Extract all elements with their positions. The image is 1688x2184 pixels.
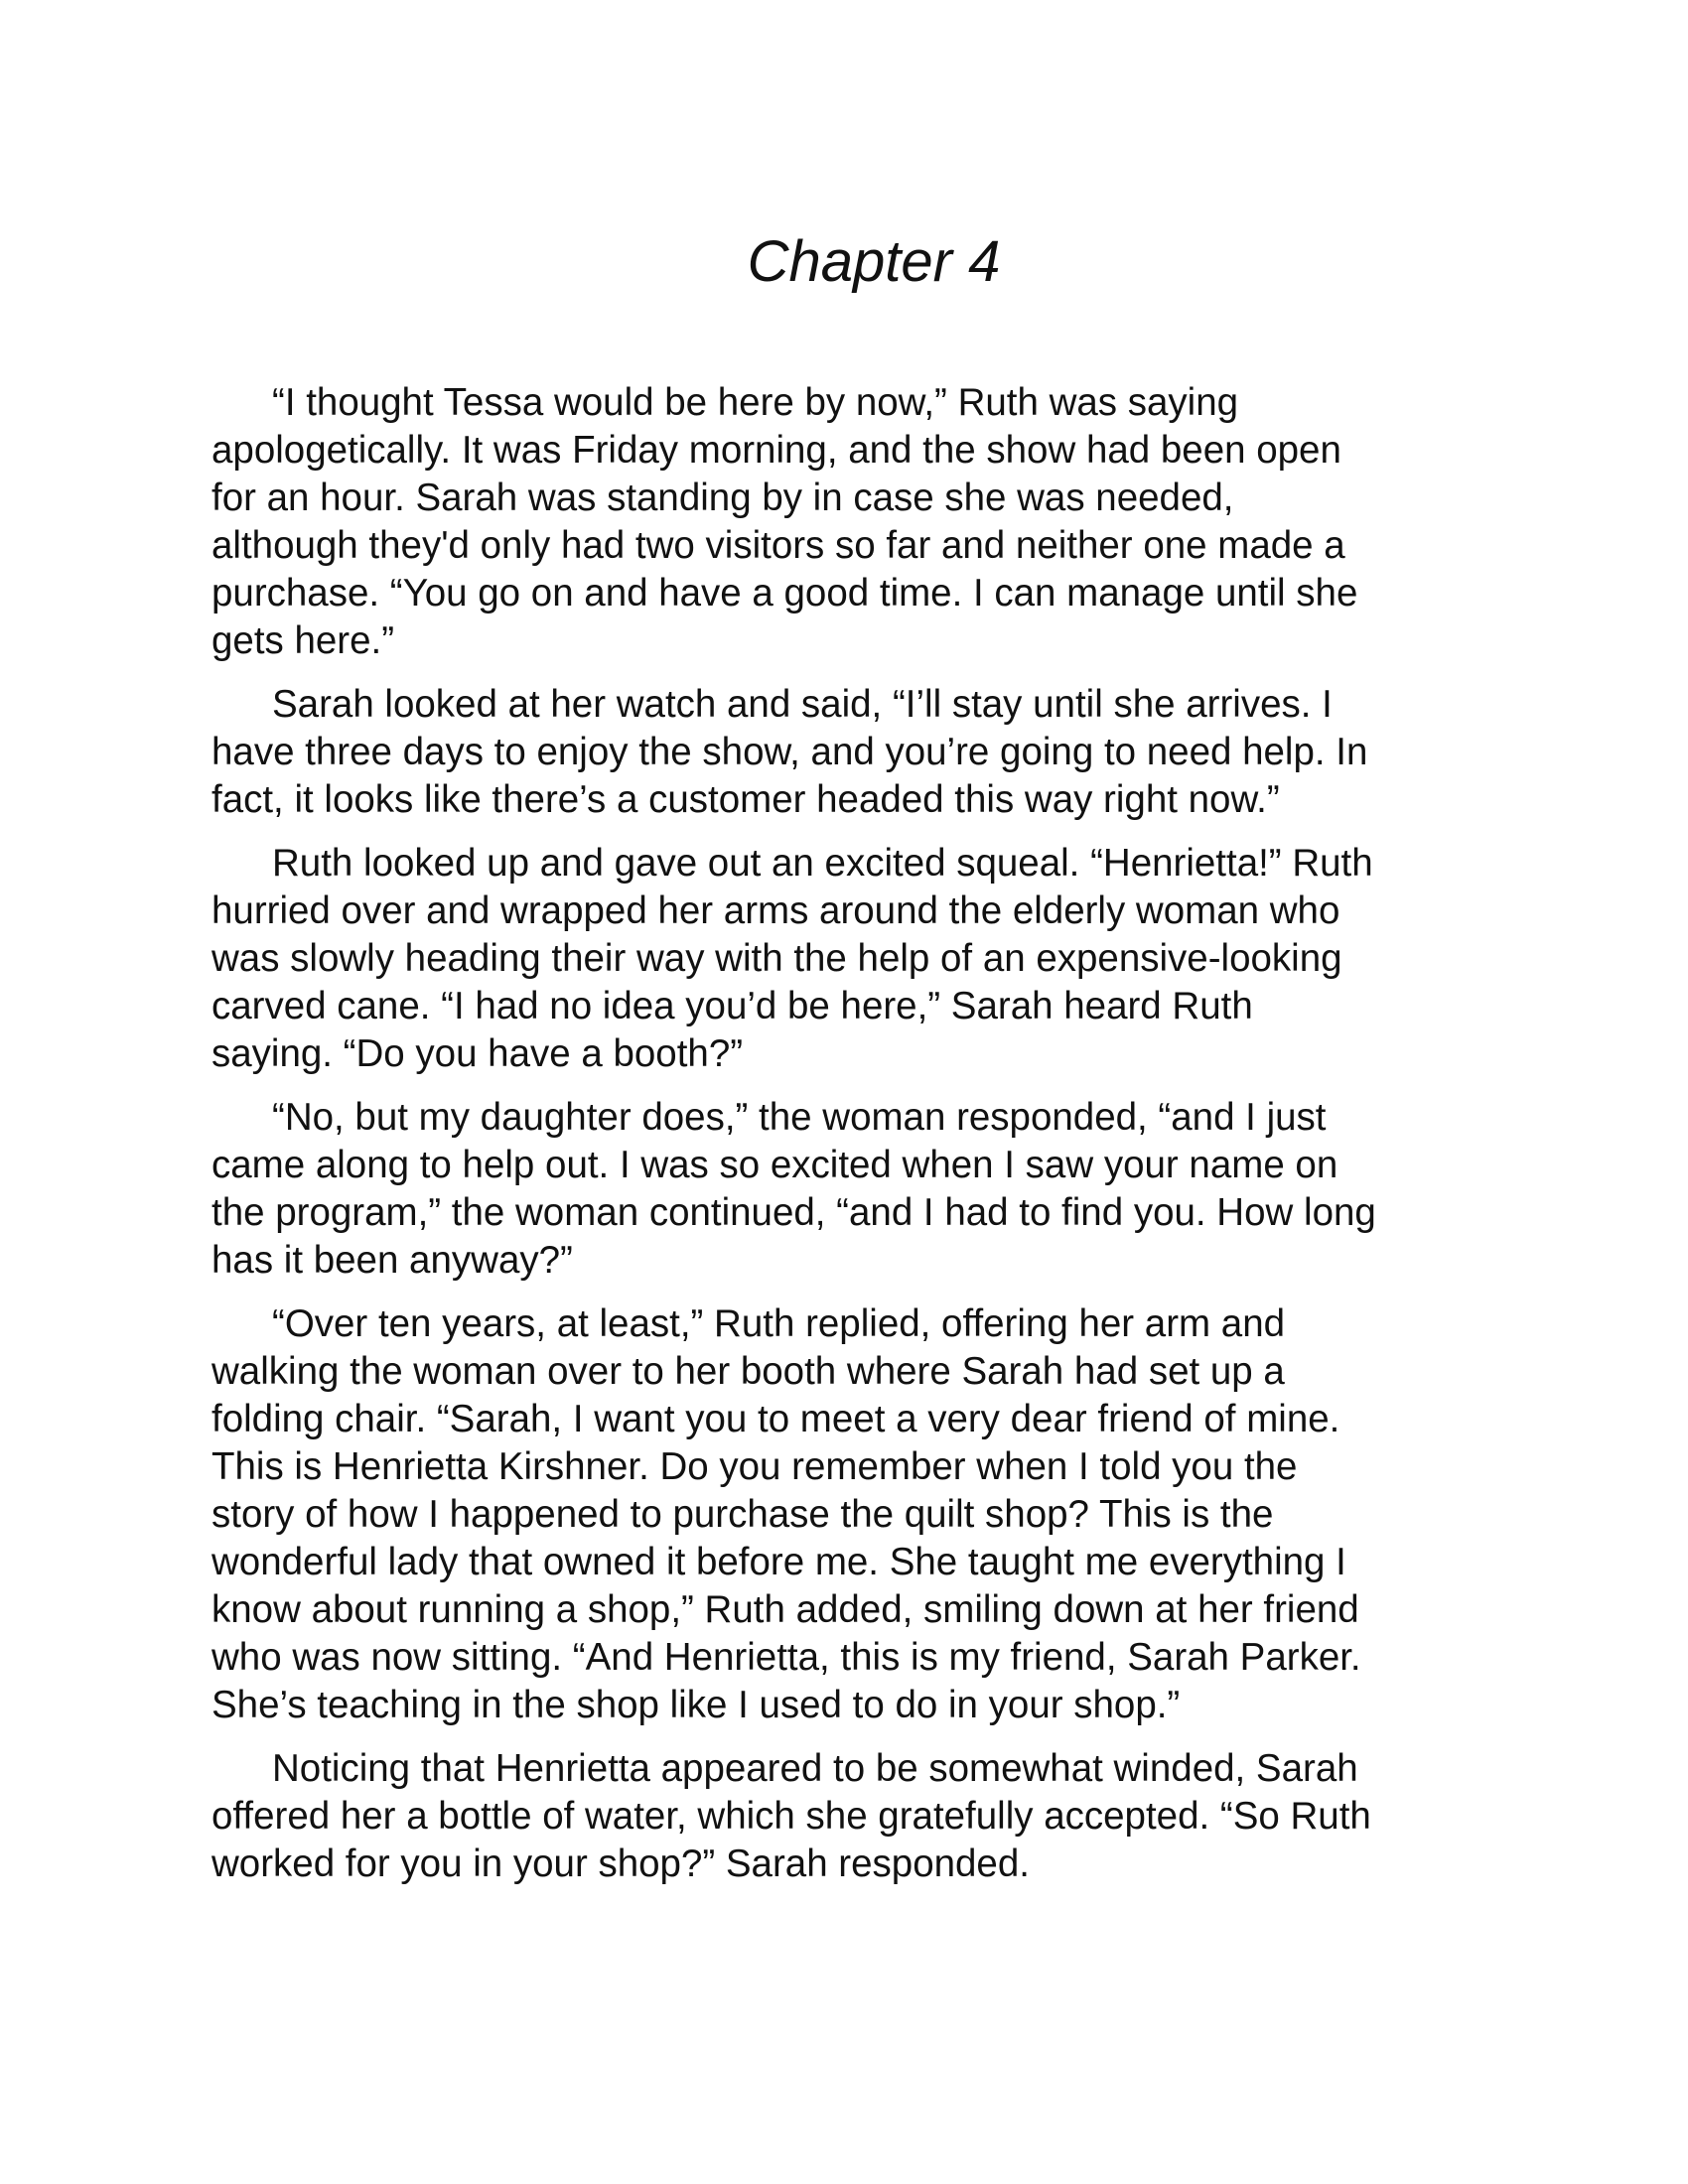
text-line: “I thought Tessa would be here by now,” Ruth was saying [272, 381, 1239, 424]
text-line: has it been anyway?” [211, 1239, 573, 1282]
text-line: hurried over and wrapped her arms around the elderly woman who [211, 889, 1340, 932]
text-line: gets here.” [211, 619, 395, 662]
text-line: Sarah looked at her watch and said, “I’ll stay until she arrives. I [272, 683, 1333, 726]
text-line: Ruth looked up and gave out an excited squeal. “Henrietta!” Ruth [272, 842, 1373, 885]
text-line: the program,” the woman continued, “and I had to find you. How long [211, 1191, 1376, 1234]
text-line: “Over ten years, at least,” Ruth replied, offering her arm and [272, 1302, 1286, 1345]
text-line: apologetically. It was Friday morning, and the show had been open [211, 429, 1341, 472]
paragraph [211, 1094, 1502, 1285]
text-line: although they'd only had two visitors so far and neither one made a [211, 524, 1345, 567]
paragraph [211, 1745, 1502, 1888]
paragraph [211, 681, 1502, 824]
text-line: Noticing that Henrietta appeared to be somewhat winded, Sarah [272, 1747, 1358, 1790]
paragraph [211, 1300, 1502, 1729]
text-line: This is Henrietta Kirshner. Do you remember when I told you the [211, 1445, 1298, 1488]
text-line: story of how I happened to purchase the quilt shop? This is the [211, 1493, 1274, 1536]
text-line: was slowly heading their way with the help of an expensive-looking [211, 937, 1342, 980]
text-line: carved cane. “I had no idea you’d be here,” Sarah heard Ruth [211, 985, 1253, 1027]
paragraph [211, 840, 1502, 1078]
text-line: “No, but my daughter does,” the woman responded, “and I just [272, 1096, 1327, 1139]
text-line: worked for you in your shop?” Sarah responded. [211, 1843, 1030, 1885]
text-line: know about running a shop,” Ruth added, smiling down at her friend [211, 1588, 1359, 1631]
text-line: She’s teaching in the shop like I used to do in your shop.” [211, 1684, 1181, 1726]
text-line: saying. “Do you have a booth?” [211, 1032, 744, 1075]
text-line: for an hour. Sarah was standing by in case she was needed, [211, 477, 1234, 519]
text-line: wonderful lady that owned it before me. She taught me everything I [211, 1541, 1346, 1583]
text-line: came along to help out. I was so excited when I saw your name on [211, 1144, 1338, 1186]
chapter-body [211, 379, 1502, 1904]
text-line: purchase. “You go on and have a good time. I can manage until she [211, 572, 1358, 614]
text-line: who was now sitting. “And Henrietta, this is my friend, Sarah Parker. [211, 1636, 1361, 1679]
paragraph [211, 379, 1502, 665]
text-line: fact, it looks like there’s a customer headed this way right now.” [211, 778, 1280, 821]
text-line: folding chair. “Sarah, I want you to meet a very dear friend of mine. [211, 1398, 1340, 1440]
text-line: have three days to enjoy the show, and you’re going to need help. In [211, 731, 1368, 773]
text-line: offered her a bottle of water, which she gratefully accepted. “So Ruth [211, 1795, 1371, 1838]
text-line: walking the woman over to her booth where Sarah had set up a [211, 1350, 1285, 1393]
chapter-title: Chapter 4 [747, 229, 1001, 294]
